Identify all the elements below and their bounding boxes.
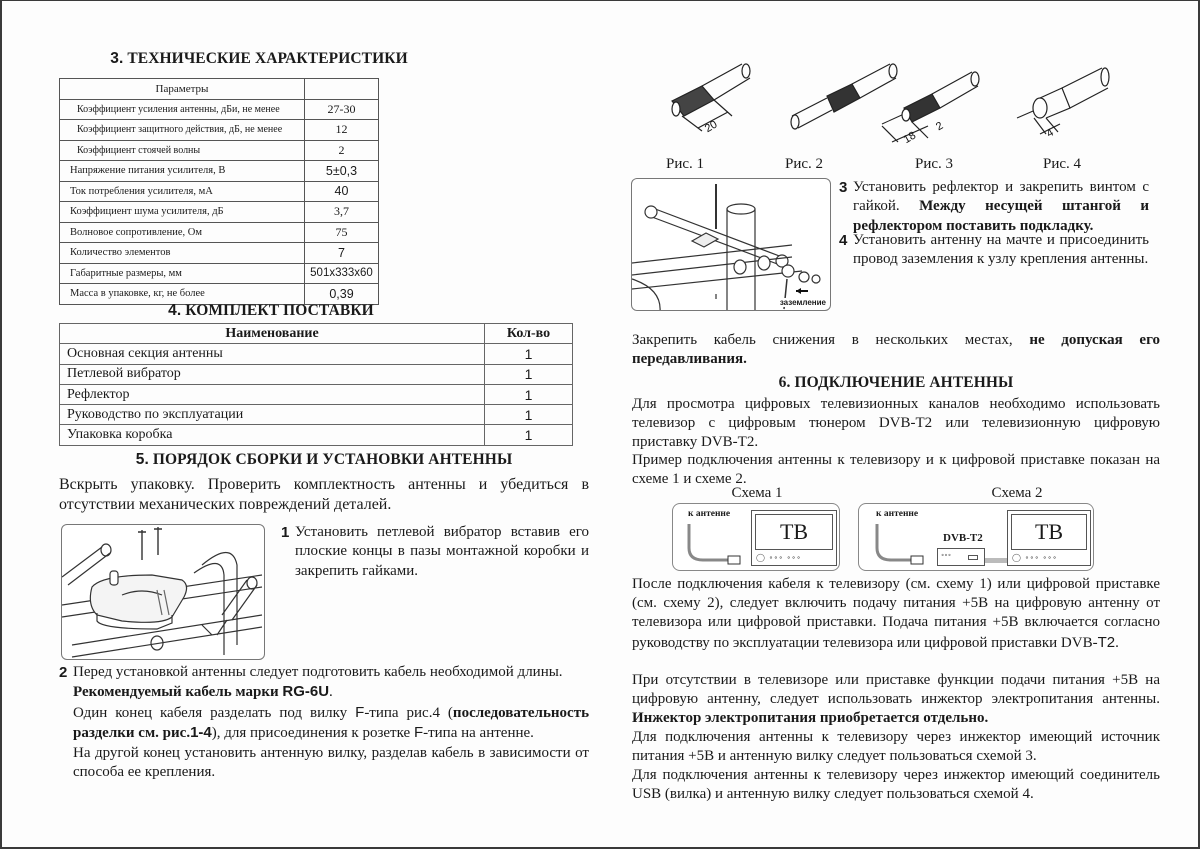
p3-text: После подключения кабеля к телевизору (см. схему 1) или цифровой приставке (см. схему 2), следует включить подачу питания +5В на цифровую антенну от телевизора или цифровой приставки. Подача питания +5В включается согласно руководству по эксплуатации телевизора или цифровой приставки DVB- (632, 576, 1160, 651)
cable-fixing-note (632, 331, 1160, 369)
param-name: Коэффициент стоячей волны (60, 140, 305, 161)
dvb-t2-label: DVB-T2 (943, 532, 983, 544)
step-3-text: Установить рефлектор и закрепить винтом с гайкой. (853, 179, 1149, 215)
p4-text: При отсутствии в телевизоре или приставке функции подачи питания +5В на цифровую антенну, следует использовать инжектор электропитания антенны. (632, 672, 1160, 708)
step-number: 1 (281, 524, 290, 541)
table-row (60, 384, 573, 404)
scheme-1-antenna-label: к антенне (688, 509, 731, 519)
param-name: Коэффициент усиления антенны, дБи, не менее (60, 99, 305, 120)
section-4-number: 4. (168, 302, 182, 319)
step-2-text-c3: ), для присоединения к розетке (211, 725, 414, 742)
specifications-table (59, 78, 379, 305)
param-name: Коэффициент шума усилителя, дБ (60, 202, 305, 223)
vibrator-assembly-illustration (62, 525, 265, 660)
item-qty: 1 (485, 344, 573, 364)
vibrator-assembly-figure (61, 524, 265, 660)
svg-text:2: 2 (934, 119, 946, 134)
item-qty: 1 (485, 384, 573, 404)
step-2-text-a: Перед установкой антенны следует подготовить кабель необходимой длины. (73, 664, 563, 680)
section-3-title-text: ТЕХНИЧЕСКИЕ ХАРАКТЕРИСТИКИ (123, 50, 408, 67)
item-name: Упаковка коробка (60, 425, 485, 445)
step-2-text-c4: -типа на антенне. (423, 725, 534, 742)
tv-icon (751, 510, 837, 566)
step-number: 3 (839, 179, 848, 196)
section-6-title: 6. ПОДКЛЮЧЕНИЕ АНТЕННЫ (778, 374, 1014, 391)
item-name: Руководство по эксплуатации (60, 405, 485, 425)
section-4-title-text: КОМПЛЕКТ ПОСТАВКИ (181, 302, 374, 319)
section-5-intro: Вскрыть упаковку. Проверить комплектность антенны и убедиться в отсутствии механических повреждений деталей. (59, 476, 589, 513)
figure-3-caption: Рис. 3 (914, 156, 954, 172)
table-row (60, 202, 379, 223)
reflector-mast-figure (631, 178, 831, 311)
param-value: 40 (305, 181, 379, 202)
item-name: Рефлектор (60, 384, 485, 404)
section-6-paragraph-6: Для подключения антенны к телевизору через инжектор имеющий соединитель USB (вилка) и антенную вилку следует пользоваться схемой 4. (632, 767, 1160, 803)
assembly-step-2 (59, 663, 589, 782)
section-6-paragraph-1: Для просмотра цифровых телевизионных каналов необходимо использовать телевизор с цифровым тюнером DVB-T2 или телевизионную цифровую приставку DVB-T2. (632, 396, 1160, 451)
delivery-kit-table (59, 323, 573, 446)
step-2-bold-text: последовательность разделки см. рис. (73, 704, 589, 742)
param-name: Габаритные размеры, мм (60, 263, 305, 284)
param-value: 501x333x60 (305, 263, 379, 284)
scheme-1-title: Схема 1 (731, 485, 783, 501)
figure-2-caption: Рис. 2 (784, 156, 824, 172)
header-value (305, 79, 379, 100)
item-name: Петлевой вибратор (60, 364, 485, 384)
table-row (60, 161, 379, 182)
section-3-title (99, 50, 419, 68)
table-header-row (60, 79, 379, 100)
table-row (60, 364, 573, 384)
step-number: 4 (839, 232, 848, 249)
tv-buttons: ◯ ∘∘∘ ∘∘∘ (1012, 553, 1058, 562)
param-value: 27-30 (305, 99, 379, 120)
table-row (60, 99, 379, 120)
tv-screen (755, 514, 833, 550)
table-row (60, 425, 573, 445)
tv-label: ТВ (779, 519, 809, 544)
step-text: Установить антенну на мачте и присоединить провод заземления к узлу крепления антенны. (853, 232, 1149, 268)
step-3-bold-text: Между несущей штангой и рефлектором поставить подкладку. (853, 198, 1149, 234)
param-name: Ток потребления усилителя, мА (60, 181, 305, 202)
figure-range: 1-4 (190, 724, 212, 742)
section-5-number: 5. (135, 451, 149, 468)
scheme-1-diagram (672, 503, 840, 571)
section-6-paragraph-5: Для подключения антенны к телевизору через инжектор имеющий источник питания +5В и антенную вилку следует пользоваться схемой 3. (632, 729, 1160, 765)
param-value: 5±0,3 (305, 161, 379, 182)
assembly-step-1 (281, 523, 589, 581)
section-6-paragraph-3 (632, 575, 1160, 653)
f-type: F (413, 724, 424, 742)
header-qty: Кол-во (485, 324, 573, 344)
item-qty: 1 (485, 364, 573, 384)
section-6-paragraph-4 (632, 671, 1160, 729)
header-parameters: Параметры (60, 79, 305, 100)
table-row (60, 263, 379, 284)
p3-end: . (1115, 634, 1119, 651)
cable-preparation-figures (642, 56, 1162, 156)
param-name: Коэффициент защитного действия, дБ, не менее (60, 120, 305, 141)
recommended-cable-label: Рекомендуемый кабель марки (73, 684, 283, 701)
table-row (60, 243, 379, 264)
reflector-mast-illustration (632, 179, 831, 311)
param-value: 12 (305, 120, 379, 141)
param-value: 7 (305, 243, 379, 264)
grounding-label: заземление (779, 298, 826, 307)
assembly-step-4 (839, 231, 1149, 270)
scheme-2-title: Схема 2 (991, 485, 1043, 501)
table-row (60, 405, 573, 425)
figure-4-caption: Рис. 4 (1042, 156, 1082, 172)
cable-note-bold-text: не допуская его передавливания. (632, 332, 1161, 368)
svg-text:4: 4 (1044, 126, 1056, 141)
table-row (60, 140, 379, 161)
table-row (60, 181, 379, 202)
f-type: F (355, 703, 365, 721)
p3-model: T2 (1097, 633, 1116, 651)
svg-text:18: 18 (901, 129, 919, 147)
param-name: Количество элементов (60, 243, 305, 264)
svg-text:20: 20 (702, 118, 720, 136)
item-qty: 1 (485, 405, 573, 425)
section-4-title (59, 302, 573, 320)
param-value: 2 (305, 140, 379, 161)
cable-note-text: Закрепить кабель снижения в нескольких местах, (632, 332, 1030, 348)
param-name: Масса в упаковке, кг, не более (60, 284, 305, 305)
tv-buttons: ◯ ∘∘∘ ∘∘∘ (756, 553, 802, 562)
item-name: Основная секция антенны (60, 344, 485, 364)
table-row (60, 284, 379, 305)
param-value: 3,7 (305, 202, 379, 223)
section-5-title-text: ПОРЯДОК СБОРКИ И УСТАНОВКИ АНТЕННЫ (148, 451, 513, 468)
table-row (60, 222, 379, 243)
table-row (60, 344, 573, 364)
tv-screen (1011, 514, 1087, 550)
cable-model: RG-6U (282, 683, 330, 701)
tv-icon (1007, 510, 1091, 566)
step-2-text-c1: Один конец кабеля разделать под вилку (73, 704, 356, 721)
p4-bold-text: Инжектор электропитания приобретается отдельно. (632, 710, 989, 727)
header-name: Наименование (60, 324, 485, 344)
scheme-2-diagram (858, 503, 1094, 571)
assembly-step-3 (839, 178, 1149, 236)
item-qty: 1 (485, 425, 573, 445)
scheme-2-antenna-label: к антенне (876, 509, 919, 519)
step-text: Перед установкой антенны следует подготовить кабель необходимой длины. Рекомендуемый кабель марки RG-6U. Один конец кабеля разделать под вилку F-типа рис.4 (последовательность разделки см. рис.1-4), для присоединения к розетке F-типа на антенне. На другой конец установить антенную вилку, разделав кабель в зависимости от способа ее крепления. (73, 664, 589, 781)
figure-1-caption: Рис. 1 (665, 156, 705, 172)
dvb-t2-box-icon: ∘∘∘ (937, 548, 985, 566)
section-6-paragraph-2: Пример подключения антенны к телевизору и к цифровой приставке показан на схеме 1 и схеме 2. (632, 452, 1160, 488)
table-header-row (60, 324, 573, 344)
param-value: 0,39 (305, 284, 379, 305)
section-5-title (59, 451, 589, 469)
param-name: Волновое сопротивление, Ом (60, 222, 305, 243)
step-2-text-c2: -типа рис.4 ( (364, 704, 453, 721)
table-row (60, 120, 379, 141)
step-text (839, 178, 1149, 236)
param-value: 75 (305, 222, 379, 243)
step-text: Установить петлевой вибратор вставив его плоские концы в пазы монтажной коробки и закрепить гайками. (295, 524, 589, 579)
section-3-number: 3. (110, 50, 124, 67)
param-name: Напряжение питания усилителя, В (60, 161, 305, 182)
tv-label: ТВ (1034, 519, 1064, 544)
step-2-text-d: На другой конец установить антенную вилку, разделав кабель в зависимости от способа ее крепления. (73, 744, 589, 781)
step-number: 2 (59, 664, 68, 681)
